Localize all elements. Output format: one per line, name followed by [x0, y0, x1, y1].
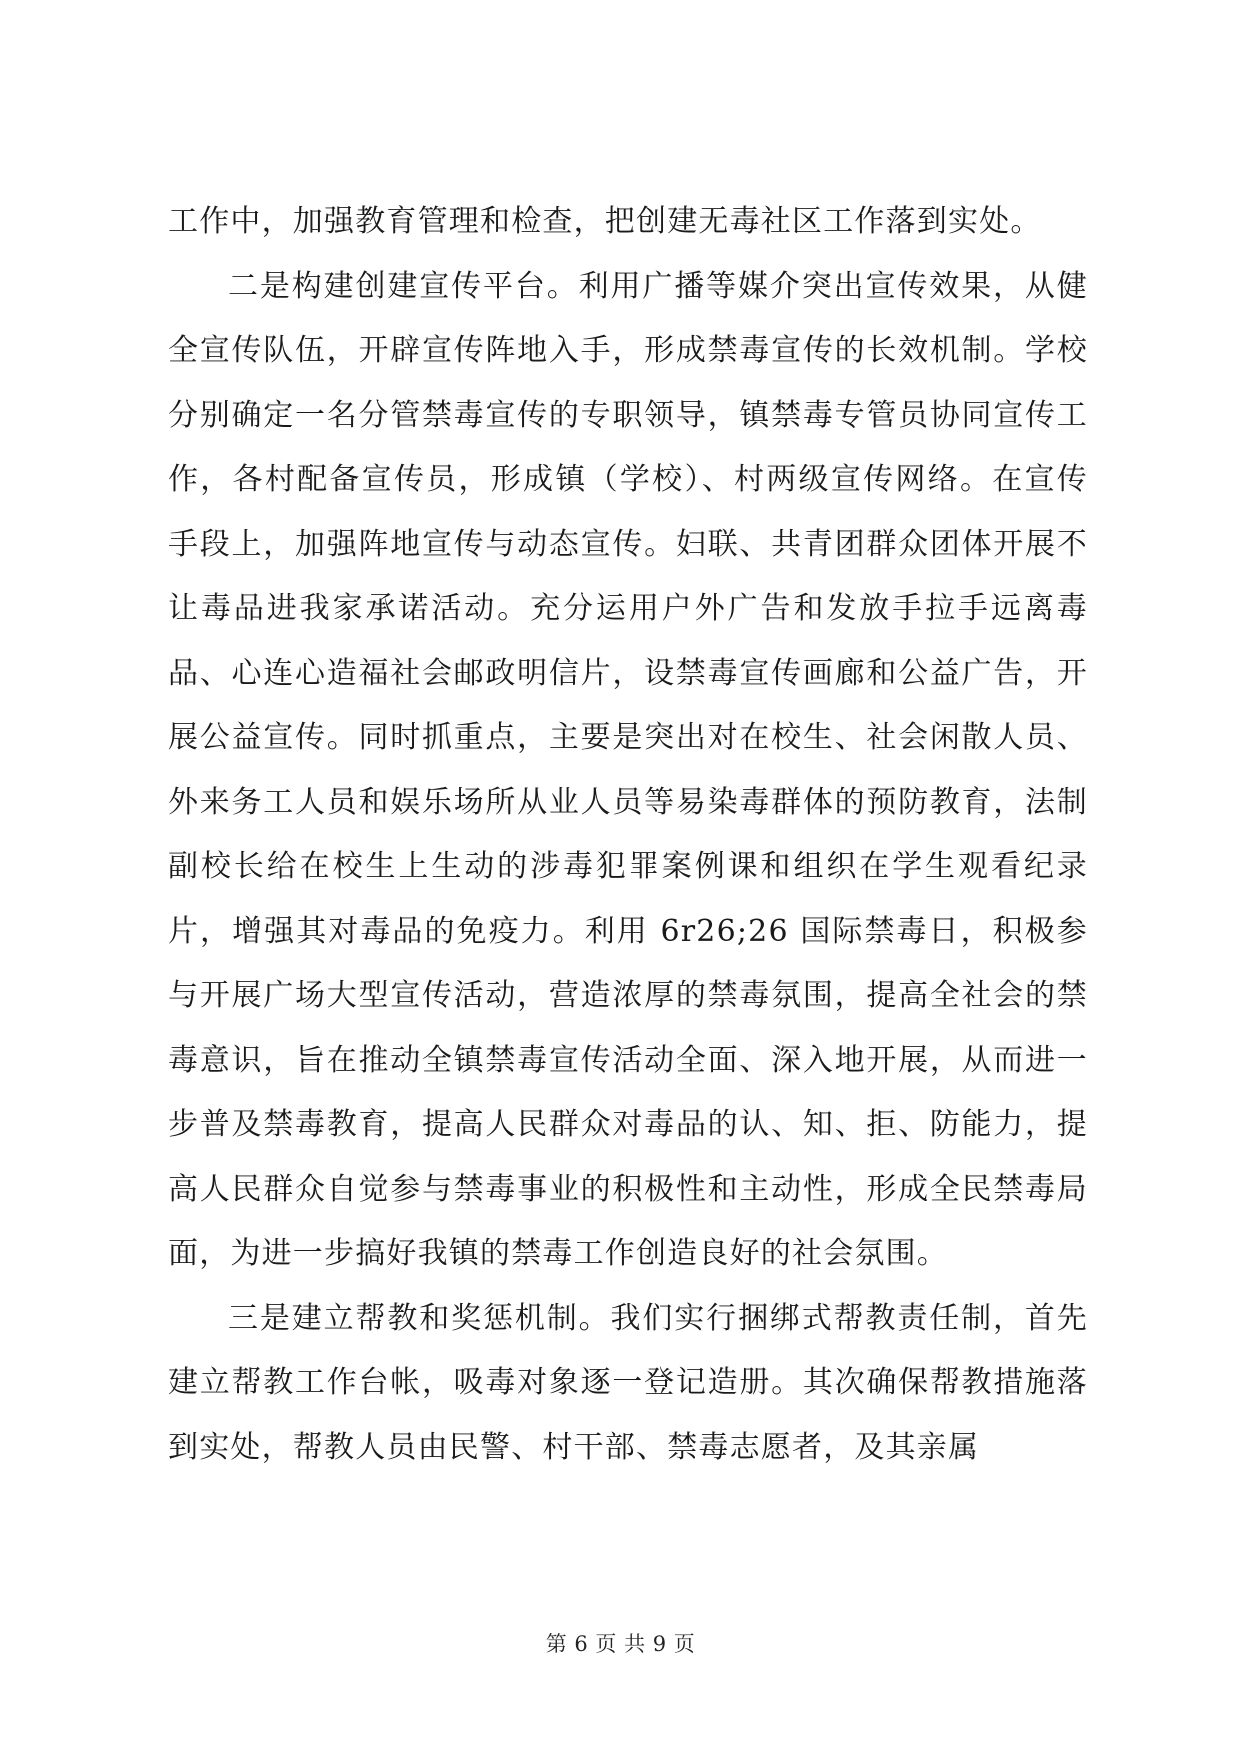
- paragraph-3: 三是建立帮教和奖惩机制。我们实行捆绑式帮教责任制，首先建立帮教工作台帐，吸毒对象逐一登记造册。其次确保帮教措施落到实处，帮教人员由民警、村干部、禁毒志愿者，及其亲属: [168, 1300, 1088, 1465]
- paragraph-1: 工作中，加强教育管理和检查，把创建无毒社区工作落到实处。: [168, 204, 1042, 239]
- paragraph-2: 二是构建创建宣传平台。利用广播等媒介突出宣传效果，从健全宣传队伍，开辟宣传阵地入手，形成禁毒宣传的长效机制。学校分别确定一名分管禁毒宣传的专职领导，镇禁毒专管员协同宣传工作，各村配备宣传员，形成镇（学校）、村两级宣传网络。在宣传手段上，加强阵地宣传与动态宣传。妇联、共青团群众团体开展不让毒品进我家承诺活动。充分运用户外广告和发放手拉手远离毒品、心连心造福社会邮政明信片，设禁毒宣传画廊和公益广告，开展公益宣传。同时抓重点，主要是突出对在校生、社会闲散人员、外来务工人员和娱乐场所从业人员等易染毒群体的预防教育，法制副校长给在校生上生动的涉毒犯罪案例课和组织在学生观看纪录片，增强其对毒品的免疫力。利用 6r26;26 国际禁毒日，积极参与开展广场大型宣传活动，营造浓厚的禁毒氛围，提高全社会的禁毒意识，旨在推动全镇禁毒宣传活动全面、深入地开展，从而进一步普及禁毒教育，提高人民群众对毒品的认、知、拒、防能力，提高人民群众自觉参与禁毒事业的积极性和主动性，形成全民禁毒局面，为进一步搞好我镇的禁毒工作创造良好的社会氛围。: [168, 268, 1088, 1271]
- page-number-footer: 第 6 页 共 9 页: [545, 1632, 696, 1656]
- document-body: [168, 190, 1088, 1480]
